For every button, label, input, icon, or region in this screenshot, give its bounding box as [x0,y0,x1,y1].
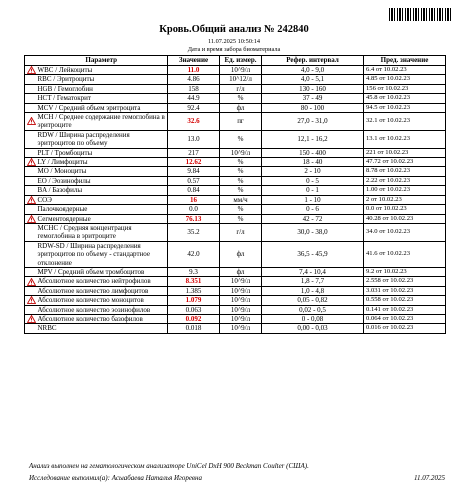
param-ref-interval: 130 - 160 [262,84,364,93]
param-name: Палочкоядерные [36,205,168,214]
warning-cell [25,205,36,214]
param-ref-interval: 7,4 - 10,4 [262,267,364,276]
table-row [25,195,446,204]
warning-cell [25,158,36,167]
param-name: Абсолютное количество нейтрофилов [36,277,168,286]
param-unit: 10^9/л [220,324,262,333]
param-value: 0.063 [168,305,220,314]
param-unit: % [220,167,262,176]
param-ref-interval: 30,0 - 38,0 [262,223,364,241]
collection-datetime-label: Дата и время забора биоматериала [187,46,281,53]
param-prev-value: 0.558 от 10.02.23 [364,296,446,305]
warning-cell [25,296,36,305]
param-ref-interval: 12,1 - 16,2 [262,130,364,148]
param-ref-interval: 0 - 5 [262,176,364,185]
param-prev-value: 32.1 от 10.02.23 [364,113,446,131]
table-row [25,103,446,112]
param-value: 0.092 [168,314,220,323]
param-value: 0.57 [168,176,220,185]
param-unit: 10^9/л [220,305,262,314]
header-prev: Пред. значение [364,56,446,66]
warning-cell [25,130,36,148]
param-name: RBC / Эритроциты [36,75,168,84]
table-row [25,186,446,195]
analyzer-note: Анализ выполнен на гематологическом анализаторе UniCel DxH 900 Beckman Coulter (США). [29,462,309,470]
param-prev-value: 2.22 от 10.02.23 [364,176,446,185]
param-unit: пг [220,113,262,131]
warning-cell [25,167,36,176]
table-row [25,223,446,241]
param-name: Абсолютное количество эозинофилов [36,305,168,314]
param-prev-value: 34.0 от 10.02.23 [364,223,446,241]
table-row [25,148,446,157]
param-unit: 10^9/л [220,314,262,323]
param-value: 0.0 [168,205,220,214]
param-prev-value: 40.28 от 10.02.23 [364,214,446,223]
warning-cell [25,84,36,93]
param-ref-interval: 36,5 - 45,9 [262,241,364,267]
param-name: Абсолютное количество моноцитов [36,296,168,305]
report-date: 11.07.2025 [414,474,445,482]
warning-cell [25,113,36,131]
param-name: Абсолютное количество лимфоцитов [36,286,168,295]
performer-name: Исследование выполнил(а): Асыабаева Наталья Игоревна [29,474,202,482]
warning-cell [25,305,36,314]
header-warn-cell [25,56,36,66]
table-row [25,113,446,131]
param-prev-value: 0.0 от 10.02.23 [364,205,446,214]
table-row [25,277,446,286]
param-value: 16 [168,195,220,204]
table-row [25,130,446,148]
document-title: Кровь.Общий анализ № 242840 [159,24,309,35]
warning-cell [25,214,36,223]
table-row [25,75,446,84]
param-ref-interval: 0 - 6 [262,205,364,214]
param-name: MO / Моноциты [36,167,168,176]
param-value: 217 [168,148,220,157]
table-row [25,84,446,93]
param-name: HCT / Гематокрит [36,94,168,103]
param-value: 44.9 [168,94,220,103]
warning-cell [25,148,36,157]
param-unit: фл [220,103,262,112]
table-row [25,214,446,223]
param-value: 76.13 [168,214,220,223]
param-unit: г/л [220,223,262,241]
param-unit: фл [220,241,262,267]
param-name: СОЭ [36,195,168,204]
param-unit: г/л [220,84,262,93]
warning-icon [27,66,36,74]
param-prev-value: 45.8 от 10.02.23 [364,94,446,103]
param-prev-value: 8.78 от 10.02.23 [364,167,446,176]
param-name: MCH / Среднее содержание гемоглобина в эритроците [36,113,168,131]
table-row [25,324,446,333]
warning-icon [27,215,36,223]
barcode [389,8,451,21]
warning-cell [25,267,36,276]
collection-datetime: 11.07.2025 10:50:14 [207,38,261,45]
param-prev-value: 6.4 от 10.02.23 [364,66,446,75]
param-ref-interval: 42 - 72 [262,214,364,223]
param-ref-interval: 37 - 49 [262,94,364,103]
param-unit: % [220,214,262,223]
param-name: BA / Базофилы [36,186,168,195]
header-ref: Рефер. интервал [262,56,364,66]
table-row [25,205,446,214]
param-value: 8.351 [168,277,220,286]
param-name: PLT / Тромбоциты [36,148,168,157]
param-ref-interval: 27,0 - 31,0 [262,113,364,131]
param-unit: фл [220,267,262,276]
param-prev-value: 0.064 от 10.02.23 [364,314,446,323]
param-value: 158 [168,84,220,93]
param-prev-value: 2 от 10.02.23 [364,195,446,204]
param-value: 0.018 [168,324,220,333]
param-ref-interval: 0,02 - 0,5 [262,305,364,314]
param-value: 42.0 [168,241,220,267]
param-prev-value: 221 от 10.02.23 [364,148,446,157]
table-row [25,94,446,103]
param-ref-interval: 1 - 10 [262,195,364,204]
param-value: 0.84 [168,186,220,195]
table-row [25,176,446,185]
param-ref-interval: 0 - 1 [262,186,364,195]
warning-cell [25,176,36,185]
table-row [25,305,446,314]
warning-cell [25,94,36,103]
param-ref-interval: 4,0 - 9,0 [262,66,364,75]
param-value: 11.0 [168,66,220,75]
header-unit: Ед. измер. [220,56,262,66]
param-name: Абсолютное количество базофилов [36,314,168,323]
warning-cell [25,103,36,112]
param-prev-value: 2.558 от 10.02.23 [364,277,446,286]
param-prev-value: 47.72 от 10.02.23 [364,158,446,167]
param-name: LY / Лимфоциты [36,158,168,167]
param-name: Сегментоядерные [36,214,168,223]
param-unit: % [220,205,262,214]
param-name: NRBC [36,324,168,333]
param-prev-value: 4.85 от 10.02.23 [364,75,446,84]
param-prev-value: 0.016 от 10.02.23 [364,324,446,333]
param-prev-value: 9.2 от 10.02.23 [364,267,446,276]
param-ref-interval: 1,0 - 4,8 [262,286,364,295]
param-unit: 10^9/л [220,277,262,286]
param-ref-interval: 18 - 40 [262,158,364,167]
param-value: 32.6 [168,113,220,131]
table-row [25,158,446,167]
table-row [25,267,446,276]
param-name: WBC / Лейкоциты [36,66,168,75]
param-name: RDW / Ширина распределения эритроцитов по объему [36,130,168,148]
param-unit: % [220,176,262,185]
param-prev-value: 94.5 от 10.02.23 [364,103,446,112]
table-row [25,66,446,75]
param-prev-value: 13.1 от 10.02.23 [364,130,446,148]
warning-icon [27,158,36,166]
warning-icon [27,117,36,125]
param-unit: % [220,158,262,167]
table-row [25,314,446,323]
param-name: EO / Эозинофилы [36,176,168,185]
param-ref-interval: 0,00 - 0,03 [262,324,364,333]
param-prev-value: 0.141 от 10.02.23 [364,305,446,314]
performer-line [29,474,445,482]
warning-icon [27,296,36,304]
warning-icon [27,278,36,286]
param-value: 9.3 [168,267,220,276]
param-ref-interval: 0,05 - 0,82 [262,296,364,305]
param-unit: мм/ч [220,195,262,204]
warning-cell [25,186,36,195]
param-value: 12.62 [168,158,220,167]
table-header-row [25,56,446,66]
warning-icon [27,196,36,204]
param-ref-interval: 2 - 10 [262,167,364,176]
param-name: HGB / Гемоглобин [36,84,168,93]
param-unit: 10^12/л [220,75,262,84]
warning-cell [25,66,36,75]
param-ref-interval: 80 - 100 [262,103,364,112]
header-param: Параметр [36,56,168,66]
param-unit: % [220,186,262,195]
param-ref-interval: 150 - 400 [262,148,364,157]
param-ref-interval: 4,0 - 5,1 [262,75,364,84]
warning-icon [27,315,36,323]
param-value: 92.4 [168,103,220,112]
table-row [25,296,446,305]
warning-cell [25,223,36,241]
param-unit: 10^9/л [220,296,262,305]
param-name: MCHC / Средняя концентрация гемоглобина в эритроците [36,223,168,241]
param-name: RDW-SD / Ширина распределения эритроцитов по объему - стандартное отклонение [36,241,168,267]
param-prev-value: 156 от 10.02.23 [364,84,446,93]
warning-cell [25,195,36,204]
param-value: 1.385 [168,286,220,295]
param-unit: % [220,130,262,148]
param-prev-value: 41.6 от 10.02.23 [364,241,446,267]
param-value: 13.0 [168,130,220,148]
param-value: 35.2 [168,223,220,241]
table-row [25,286,446,295]
table-row [25,241,446,267]
header-value: Значение [168,56,220,66]
param-name: MCV / Средний объем эритроцита [36,103,168,112]
param-ref-interval: 0 - 0,08 [262,314,364,323]
param-unit: 10^9/л [220,286,262,295]
param-unit: % [220,94,262,103]
table-row [25,167,446,176]
param-name: MPV / Средний объем тромбоцитов [36,267,168,276]
warning-cell [25,314,36,323]
warning-cell [25,277,36,286]
results-table [24,55,446,334]
warning-cell [25,241,36,267]
warning-cell [25,324,36,333]
param-unit: 10^9/л [220,66,262,75]
param-value: 4.86 [168,75,220,84]
warning-cell [25,75,36,84]
param-ref-interval: 1,8 - 7,7 [262,277,364,286]
param-unit: 10^9/л [220,148,262,157]
param-value: 1.079 [168,296,220,305]
param-prev-value: 1.00 от 10.02.23 [364,186,446,195]
param-value: 9.84 [168,167,220,176]
warning-cell [25,286,36,295]
param-prev-value: 3.031 от 10.02.23 [364,286,446,295]
